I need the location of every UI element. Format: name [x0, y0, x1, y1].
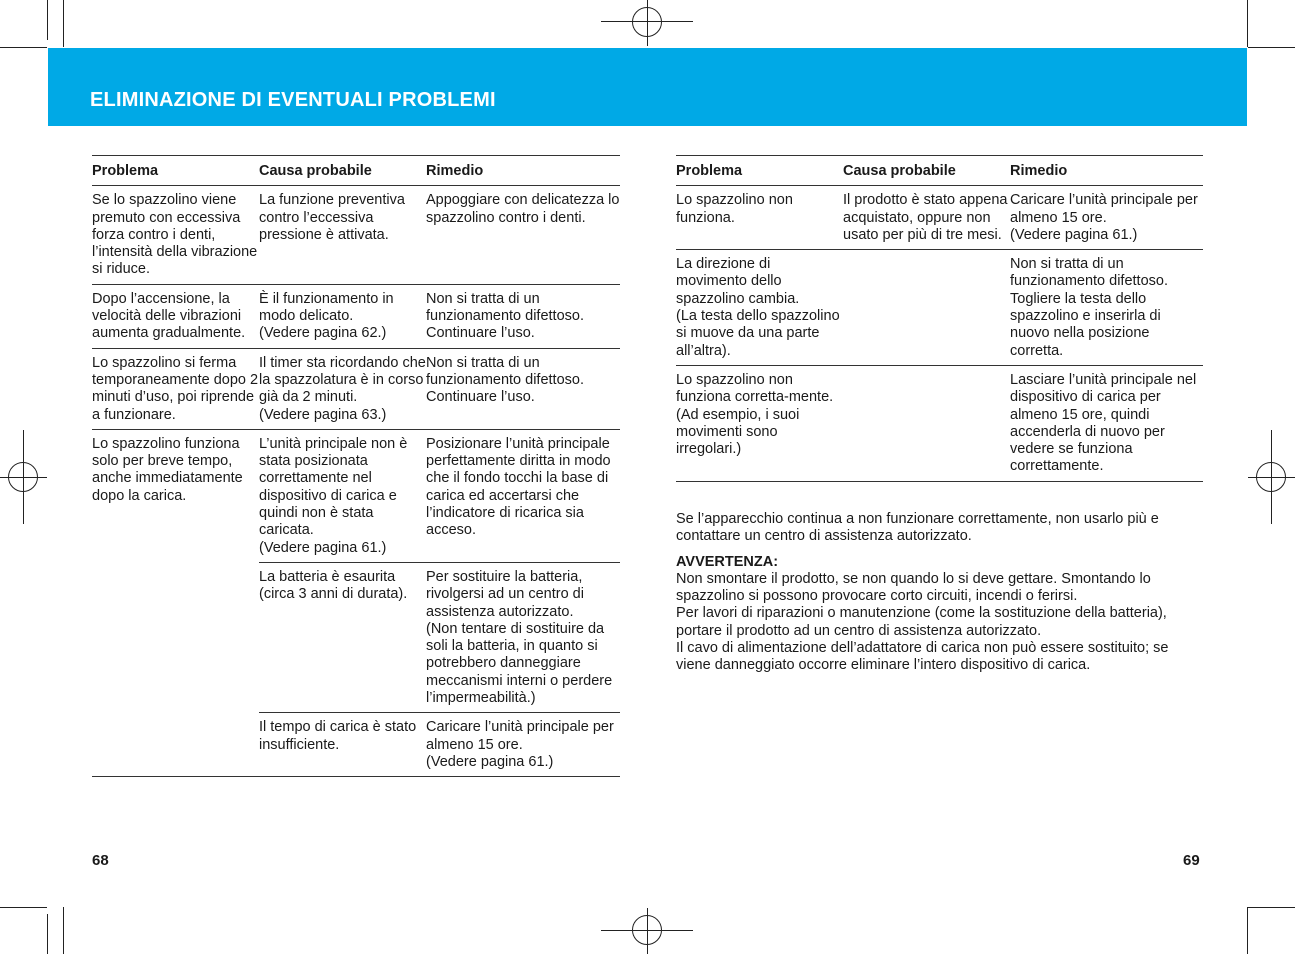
page-number-left: 68 [92, 852, 109, 869]
column-header-remedy: Rimedio [1010, 156, 1203, 186]
cause-cell [843, 365, 1010, 481]
table-row [92, 186, 620, 284]
column-header-cause: Causa probabile [259, 156, 426, 186]
warning-line: Per lavori di riparazioni o manutenzione (come la sostituzione della batteria), portare il prodotto ad un centro di assistenza autorizzato. [676, 605, 1167, 639]
table-header-row [676, 156, 1203, 186]
cause-cell [843, 250, 1010, 366]
cause-cell: La batteria è esaurita (circa 3 anni di durata). [259, 562, 426, 712]
problem-cell: Se lo spazzolino viene premuto con eccessiva forza contro i denti, l’intensità della vibrazione si riduce. [92, 186, 259, 284]
page-number-right: 69 [1183, 852, 1200, 869]
troubleshooting-table-left [92, 155, 620, 777]
remedy-cell: Non si tratta di un funzionamento difettoso. Continuare l’uso. [426, 348, 620, 429]
column-header-remedy: Rimedio [426, 156, 620, 186]
problem-cell: Lo spazzolino funziona solo per breve tempo, anche immediatamente dopo la carica. [92, 429, 259, 776]
column-header-problem: Problema [92, 156, 259, 186]
problem-cell: Lo spazzolino non funziona. [676, 186, 843, 250]
problem-cell: Lo spazzolino non funziona corretta-mente. (Ad esempio, i suoi movimenti sono irregolari.) [676, 365, 843, 481]
warning-line: Il cavo di alimentazione dell’adattatore di carica non può essere sostituito; se viene danneggiato occorre eliminare l’intero dispositivo di carica. [676, 640, 1169, 674]
table-row [92, 348, 620, 429]
remedy-cell: Caricare l’unità principale per almeno 15 ore. (Vedere pagina 61.) [1010, 186, 1203, 250]
remedy-cell: Posizionare l’unità principale perfettamente diritta in modo che il fondo tocchi la base di carica ed accertarsi che l’indicatore di ricarica sia acceso. [426, 429, 620, 562]
table-row [92, 284, 620, 348]
remedy-cell: Caricare l’unità principale per almeno 15 ore. (Vedere pagina 61.) [426, 713, 620, 777]
cause-cell: L’unità principale non è stata posizionata correttamente nel dispositivo di carica e quindi non è stata caricata. (Vedere pagina 61.) [259, 429, 426, 562]
header-band [48, 48, 1247, 126]
table-row [676, 250, 1203, 366]
notes-section [676, 511, 1206, 675]
table-row [676, 365, 1203, 481]
table-row [676, 186, 1203, 250]
cause-cell: È il funzionamento in modo delicato. (Vedere pagina 62.) [259, 284, 426, 348]
cause-cell: La funzione preventiva contro l’eccessiva pressione è attivata. [259, 186, 426, 284]
table-header-row [92, 156, 620, 186]
cause-cell: Il prodotto è stato appena acquistato, oppure non usato per più di tre mesi. [843, 186, 1010, 250]
column-header-problem: Problema [676, 156, 843, 186]
column-header-cause: Causa probabile [843, 156, 1010, 186]
problem-cell: Dopo l’accensione, la velocità delle vibrazioni aumenta gradualmente. [92, 284, 259, 348]
remedy-cell: Non si tratta di un funzionamento difettoso. Togliere la testa dello spazzolino e inserirla di nuovo nella posizione corretta. [1010, 250, 1203, 366]
warning-title: AVVERTENZA: [676, 553, 779, 570]
service-note: Se l’apparecchio continua a non funzionare correttamente, non usarlo più e contattare un centro di assistenza autorizzato. [676, 511, 1159, 545]
problem-cell: La direzione di movimento dello spazzolino cambia. (La testa dello spazzolino si muove da una parte all’altra). [676, 250, 843, 366]
table-row [92, 429, 620, 562]
cause-cell: Il timer sta ricordando che la spazzolatura è in corso già da 2 minuti. (Vedere pagina 63.) [259, 348, 426, 429]
remedy-cell: Non si tratta di un funzionamento difettoso. Continuare l’uso. [426, 284, 620, 348]
remedy-cell: Per sostituire la batteria, rivolgersi ad un centro di assistenza autorizzato. (Non tentare di sostituire da soli la batteria, in quanto si potrebbero danneggiare meccanismi interni o perdere l’impermeabilità.) [426, 562, 620, 712]
cause-cell: Il tempo di carica è stato insufficiente. [259, 713, 426, 777]
page-title: ELIMINAZIONE DI EVENTUALI PROBLEMI [90, 89, 496, 111]
warning-line: Non smontare il prodotto, se non quando lo si deve gettare. Smontando lo spazzolino si possono provocare corto circuiti, incendi o ferirsi. [676, 570, 1151, 605]
problem-cell: Lo spazzolino si ferma temporaneamente dopo 2 minuti d’uso, poi riprende a funzionare. [92, 348, 259, 429]
remedy-cell: Lasciare l’unità principale nel dispositivo di carica per almeno 15 ore, quindi accenderla di nuovo per vedere se funziona correttamente. [1010, 365, 1203, 481]
troubleshooting-table-right [676, 155, 1203, 482]
remedy-cell: Appoggiare con delicatezza lo spazzolino contro i denti. [426, 186, 620, 284]
